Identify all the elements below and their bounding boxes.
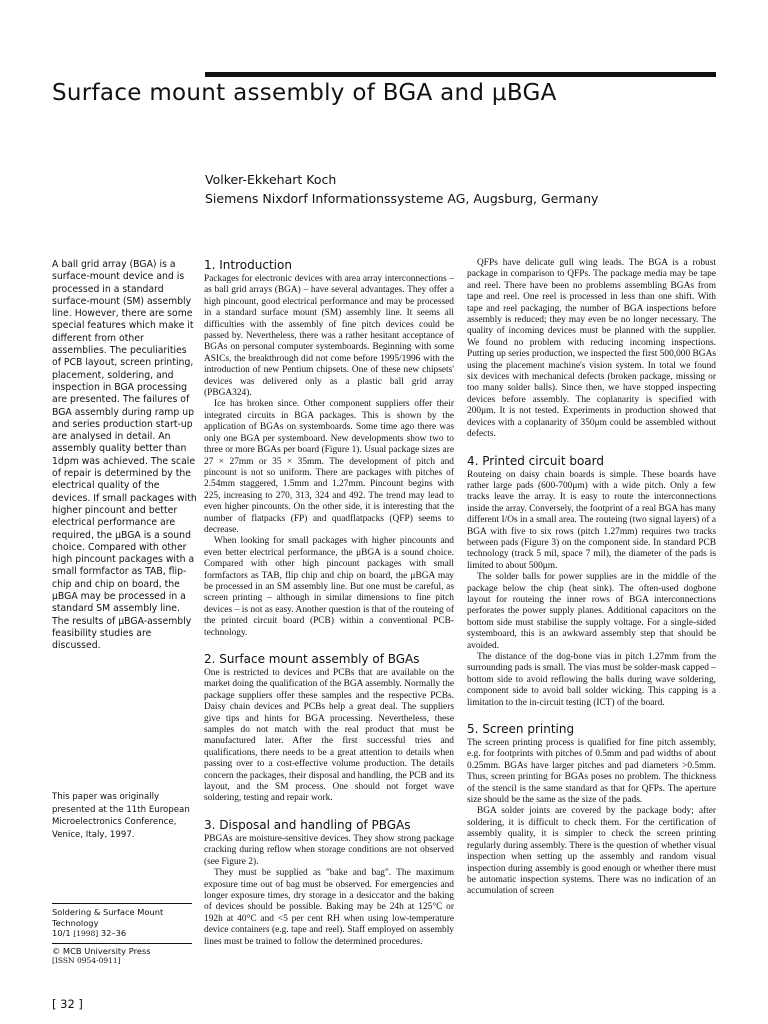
copyright: © MCB University Press bbox=[52, 945, 151, 956]
page-number: [ 32 ] bbox=[52, 997, 83, 1011]
article-title: Surface mount assembly of BGA and μBGA bbox=[52, 80, 557, 106]
paragraph: The screen printing process is qualified for fine pitch assembly, e.g. for footprints with pitches of 0.5mm and pad widths of about 0.25mm. BGAs have larger pitches and pad diameters >0.5mm. Thus, screen printing for BGAs poses no problem. The thickness of the stencil is the same standard as that for QFPs. The aperture size should be the same as the size of the pads. bbox=[467, 738, 716, 806]
paragraph: BGA solder joints are covered by the package body; after soldering, it is difficult to check them. For the certification of assembly quality, it is simpler to check the screen printing regularly during assembly. There is the question of whether visual inspection when setting up the assembly and random visual inspection during assembly is good enough or whether there must be automatic inspection systems. There was no indication of an accumulation of screen bbox=[467, 806, 716, 897]
paragraph: Routeing on daisy chain boards is simple. These boards have rather large pads (600-700μm) with a wide pitch. Only a few tracks leave the array. It is easy to route the interconnections inside the array. Conversely, the footprint of a real BGA has many different I/Os in a small area. The routeing (two signal layers) of a BGA with five to six rows (pitch 1.27mm) requires two tracks between pads (Figure 3) on the component side. In standard PCB technology (track 5 mil, space 7 mil), the diameter of the pads is limited to about 500μm. bbox=[467, 469, 716, 571]
paragraph: Packages for electronic devices with area array interconnections – as ball grid arrays (BGA) – have several advantages. They offer a high pincount, good electrical performance and may be processed in a standard surface mount (SM) assembly line. It seems all difficulties with the assembly of fine pitch devices could be passed by. Nevertheless, there was a rather hesitant acceptance of BGAs on personal computer systemboards. Beginning with some ASICs, the breakthrough did not come before 1995/1996 with the introduction of new Pentium chipsets. One of these new chipsets' devices was delivered only as a plastic ball grid array (PBGA324). bbox=[204, 274, 454, 399]
issn: [ISSN 0954-0911] bbox=[52, 956, 121, 965]
paragraph: One is restricted to devices and PCBs that are available on the market doing the qualification of the BGA assembly. Normally the package suppliers offer these samples and the respective PCBs. Daisy chain devices and PCBs help a great deal. The suppliers give tips and hints for BGA processing. Nevertheless, these samples do not match with the real product that must be manufactured later. After the first successful tries and qualifications, there needs to be a great attention to details when passing over to a cost-effective volume production. The details concern the packages, their disposal and handling, the PCB and its layout, and the SM process. One should not forget wave soldering, testing and repair work. bbox=[204, 668, 454, 804]
section-gap bbox=[204, 805, 454, 818]
conference-note: This paper was originally presented at the 11th European Microelectronics Conference, Venice, Italy, 1997. bbox=[52, 792, 190, 840]
section-heading-pcb: 4. Printed circuit board bbox=[467, 453, 604, 468]
title-rule bbox=[205, 72, 716, 77]
paragraph: QFPs have delicate gull wing leads. The BGA is a robust package in comparison to QFPs. The package media may be tape and reel. There have been no problems assembling BGAs from tape and reel. One reel is processed in less than one shift. With tape and reel packaging, the number of BGA inspections before assembly is reduced; they may even be no longer necessary. The quality of incoming devices must be planned with the supplier. We found no problem with reducing incoming inspections. Putting up series production, we inspected the first 500,000 BGAs using the placement machine's vision system. In total we found six devices with mechanical defects (broken package, missing or too many solder balls). Since then, we have stopped inspecting devices before assembly. The coplanarity is specified with 200μm. It is not tested. Experiments in production showed that devices with a coplanarity of 350μm could be assembled without defects. bbox=[467, 258, 716, 440]
section-heading-sm-assembly: 2. Surface mount assembly of BGAs bbox=[204, 652, 420, 666]
author-block bbox=[205, 170, 598, 208]
section-gap bbox=[467, 441, 716, 454]
divider bbox=[52, 943, 192, 944]
section-heading-disposal-handling: 3. Disposal and handling of PBGAs bbox=[204, 817, 411, 832]
paragraph: The distance of the dog-bone vias in pitch 1.27mm from the surrounding pads is small. The vias must be solder-mask capped – bottom side to avoid reflowing the balls during wave soldering, component side to avoid ball solder wicking. This capping is a limitation to the in-circuit testing (ICT) of the board. bbox=[467, 652, 716, 708]
paragraph: Ice has broken since. Other component suppliers offer their integrated circuits in BGA packages. This is shown by the application of BGAs on systemboards. Some time ago there was only one BGA per systemboard. New developments show two to three or more BGAs per board (Figure 1). Usual package sizes are 27 × 27mm or 35 × 35mm. The development of pitch and pincount is not so uniform. There are packages with pitches of 2.54mm staggered, 1.5mm and 1.27mm. Pincount begins with 225, increasing to 270, 313, 324 and 492. The trend may lead to even higher pincounts. On the other side, it is interesting that the number of flatpacks (FP) and quadflatpacks (QFP) seems to decrease. bbox=[204, 399, 454, 535]
section-gap bbox=[204, 639, 454, 652]
body-column-2 bbox=[467, 258, 716, 898]
section-gap bbox=[467, 709, 716, 722]
section-heading-introduction: 1. Introduction bbox=[204, 258, 292, 272]
body-column-1 bbox=[204, 258, 454, 948]
paragraph: When looking for small packages with higher pincounts and even better electrical performance, the μBGA is a sound choice. Compared with other high pincount packages with small formfactors as TAB, flip chip and chip on board, the μBGA may be processed in an SM assembly line. But one must be careful, as screen printing – although in similar dimensions to fine pitch devices – is not as easy. Another question is that of the routeing of the printed circuit board (PCB) within a conventional PCB-technology. bbox=[204, 536, 454, 638]
paragraph: The solder balls for power supplies are in the middle of the package below the chip (heat sink). The often-used dogbone layout for routeing the inner rows of BGA interconnections perforates the power supply planes. Additional capacitors on the bottom side must stabilise the supply voltage. For a single-sided systemboard, this is an awkward assembly step that should be avoided. bbox=[467, 572, 716, 651]
paragraph: They must be supplied as "bake and bag". The maximum exposure time out of bag must be observed. For emergencies and longer exposure times, dry storage in a desiccator and the baking of devices should be possible. Baking may be 24h at 125°C or 192h at 40°C and <5 per cent RH when using low-temperature device containers (e.g. tape and reel). Staff employed on assembly lines must be trained to follow the determined procedures. bbox=[204, 868, 454, 947]
publication-info bbox=[52, 903, 192, 967]
issue-line: 10/1 [1998] 32–36 bbox=[52, 928, 127, 938]
paragraph: PBGAs are moisture-sensitive devices. They show strong package cracking during reflow when storage conditions are not observed (see Figure 2). bbox=[204, 833, 454, 867]
journal-name: Soldering & Surface Mount Technology bbox=[52, 907, 164, 928]
author-name: Volker-Ekkehart Koch bbox=[205, 172, 337, 187]
abstract: A ball grid array (BGA) is a surface-mount device and is processed in a standard surface-mount (SM) assembly line. However, there are some special features which make it different from other assemblies. The peculiarities of PCB layout, screen printing, placement, soldering, and inspection in BGA processing are presented. The failures of BGA assembly during ramp up and series production start-up are analysed in detail. An assembly quality better than 1dpm was achieved. The scale of repair is determined by the electrical quality of the devices. If small packages with higher pincount and better electrical performance are required, the μBGA is a sound choice. Compared with other high pincount packages with a small formfactor as TAB, flip-chip and chip on board, the μBGA may be processed in a standard SM assembly line. The results of μBGA-assembly feasibility studies are discussed. bbox=[52, 259, 197, 652]
author-affiliation: Siemens Nixdorf Informationssysteme AG, Augsburg, Germany bbox=[205, 191, 599, 206]
section-heading-screen-printing: 5. Screen printing bbox=[467, 722, 575, 737]
